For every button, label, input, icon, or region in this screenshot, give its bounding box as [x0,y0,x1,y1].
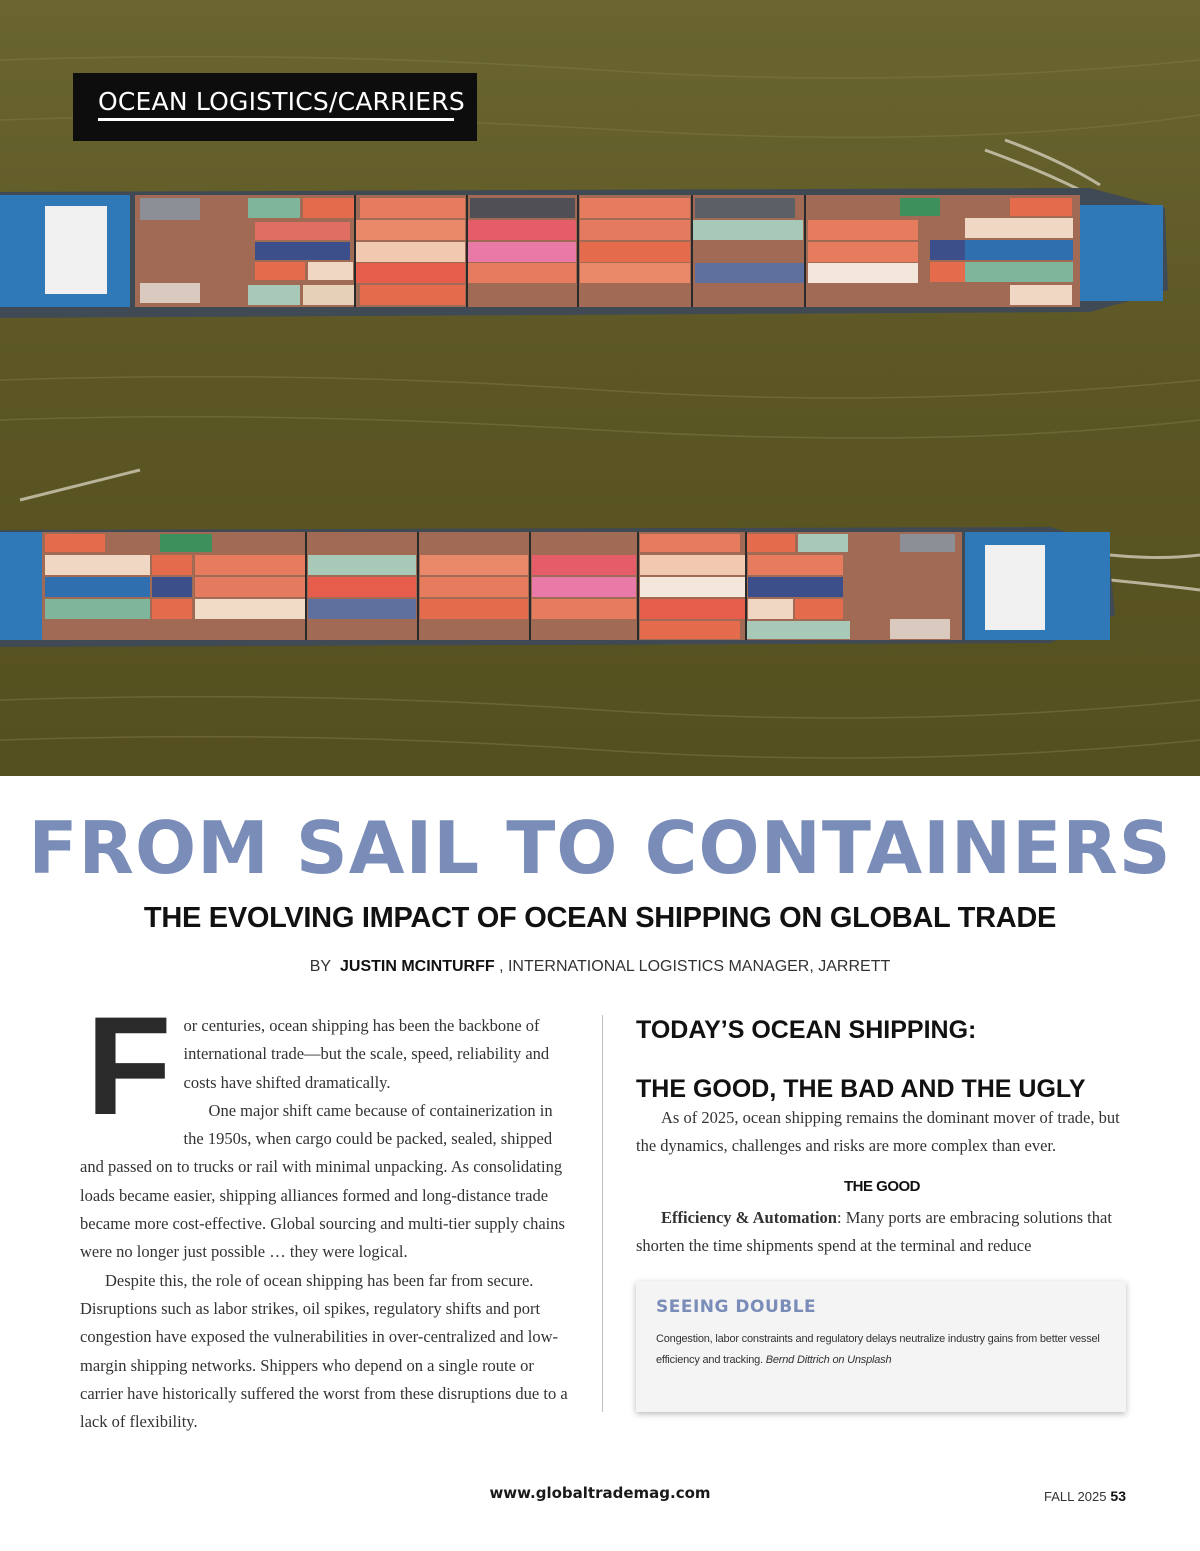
byline-prefix: BY [309,958,332,975]
caption-title: SEEING DOUBLE [656,1297,817,1317]
section-tag [73,73,477,141]
caption-body: Congestion, labor constraints and regulatory delays neutralize industry gains from better vessel efficiency and tracking. [656,1333,1100,1366]
issue-label: FALL 2025 [1044,1489,1107,1504]
byline-author: JUSTIN MCINTURFF [339,958,495,975]
section-tag-label: OCEAN LOGISTICS/CARRIERS [98,87,454,121]
drop-cap: F [86,987,172,1144]
paragraph-1: or centuries, ocean shipping has been the backbone of international trade—but the scale, speed, reliability and costs have shifted dramatically. [183,1016,550,1092]
paragraph-2: One major shift came because of containerization in the 1950s, when cargo could be packed, sealed, shipped and passed on to trucks or rail with minimal unpacking. As consolidating loads became easier, shipping alliances formed and long-distance trade became more cost-effective. Global sourcing and multi-tier supply chains were no longer just possible … they were logical. [80,1100,565,1262]
paragraph-3: Despite this, the role of ocean shipping has been far from secure. Disruptions such as labor strikes, oil spikes, regulatory shifts and port congestion have exposed the vulnerabilities in over-centralized and low-margin shipping networks. Shippers who depend on a single route or carrier have historically suffered the worst from these disruptions due to a lack of flexibility. [80,1270,568,1432]
footer-issue [1044,1488,1126,1504]
efficiency-label: Efficiency & Automation [661,1208,837,1227]
section-heading-1: TODAY’S OCEAN SHIPPING: [636,1016,977,1044]
intro-paragraph: As of 2025, ocean shipping remains the dominant mover of trade, but the dynamics, challenges and risks are more complex than ever. [636,1108,1120,1155]
byline-role: , INTERNATIONAL LOGISTICS MANAGER, JARRETT [499,958,891,975]
column-divider [602,1015,603,1412]
article-title: FROM SAIL TO CONTAINERS [28,806,1172,890]
efficiency-text: : Many ports are embracing solutions that shorten the time shipments spend at the terminal and reduce [636,1208,1112,1255]
caption-text [656,1329,1106,1371]
subheading-the-good: THE GOOD [843,1178,920,1195]
section-heading-2: THE GOOD, THE BAD AND THE UGLY [636,1075,1086,1103]
byline [0,958,1200,976]
page-number: 53 [1110,1488,1126,1504]
photo-credit: Bernd Dittrich on Unsplash [765,1354,892,1366]
footer-website-link[interactable]: www.globaltrademag.com [489,1484,711,1502]
efficiency-paragraph [636,1204,1128,1260]
right-column [636,1016,1128,1260]
barge-bottom [0,527,1115,647]
photo-caption-box [636,1281,1126,1412]
article-subtitle: THE EVOLVING IMPACT OF OCEAN SHIPPING ON GLOBAL TRADE [143,902,1057,934]
left-column [80,987,570,1436]
barge-top [0,188,1168,318]
